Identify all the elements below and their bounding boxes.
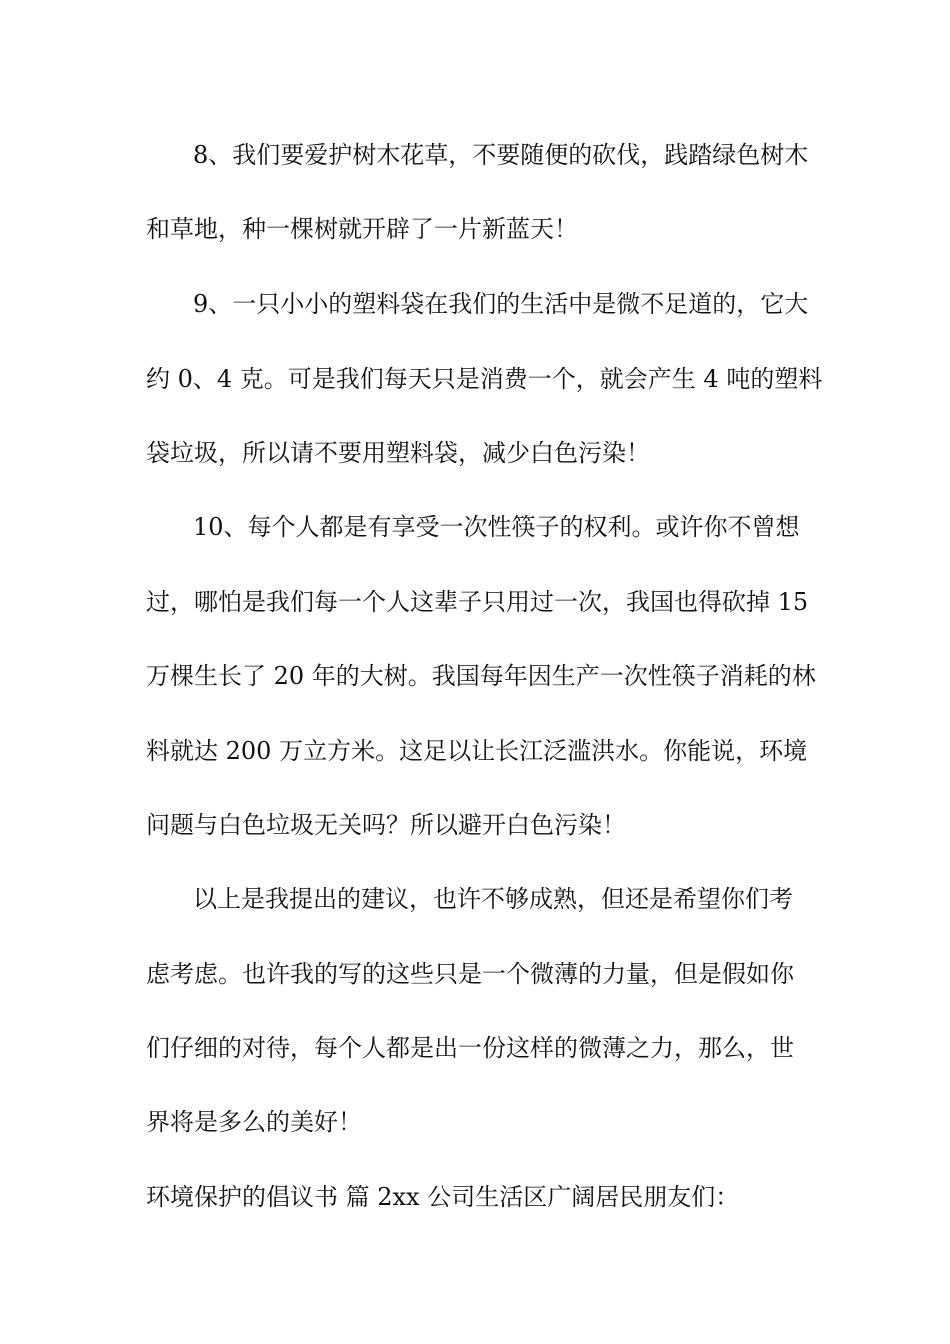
conclusion-line-3: 们仔细的对待，每个人都是出一份这样的微薄之力，那么，世: [146, 1034, 794, 1062]
paragraph-9-line-3: 袋垃圾，所以请不要用塑料袋，减少白色污染！: [146, 439, 650, 467]
paragraph-10-line-3: 万棵生长了 20 年的大树。我国每年因生产一次性筷子消耗的林: [146, 662, 816, 690]
paragraph-9-line-1: 9、一只小小的塑料袋在我们的生活中是微不足道的，它大: [193, 290, 809, 318]
conclusion-line-1: 以上是我提出的建议，也许不够成熟，但还是希望你们考: [193, 885, 793, 913]
paragraph-9-line-2: 约 0、4 克。可是我们每天只是消费一个，就会产生 4 吨的塑料: [146, 365, 823, 393]
paragraph-10-line-4: 料就达 200 万立方米。这足以让长江泛滥洪水。你能说，环境: [146, 737, 808, 765]
paragraph-10-line-2: 过，哪怕是我们每一个人这辈子只用过一次，我国也得砍掉 15: [146, 588, 809, 616]
paragraph-10-line-1: 10、每个人都是有享受一次性筷子的权利。或许你不曾想: [193, 513, 800, 541]
conclusion-line-4: 界将是多么的美好！: [146, 1108, 362, 1136]
paragraph-8-line-1: 8、我们要爱护树木花草，不要随便的砍伐，践踏绿色树木: [193, 141, 809, 169]
conclusion-line-2: 虑考虑。也许我的写的这些只是一个微薄的力量，但是假如你: [146, 960, 794, 988]
paragraph-10-line-5: 问题与白色垃圾无关吗？所以避开白色污染！: [146, 811, 626, 839]
paragraph-8-line-2: 和草地，种一棵树就开辟了一片新蓝天！: [146, 215, 578, 243]
next-section-heading: 环境保护的倡议书 篇 2xx 公司生活区广阔居民朋友们：: [146, 1183, 740, 1211]
